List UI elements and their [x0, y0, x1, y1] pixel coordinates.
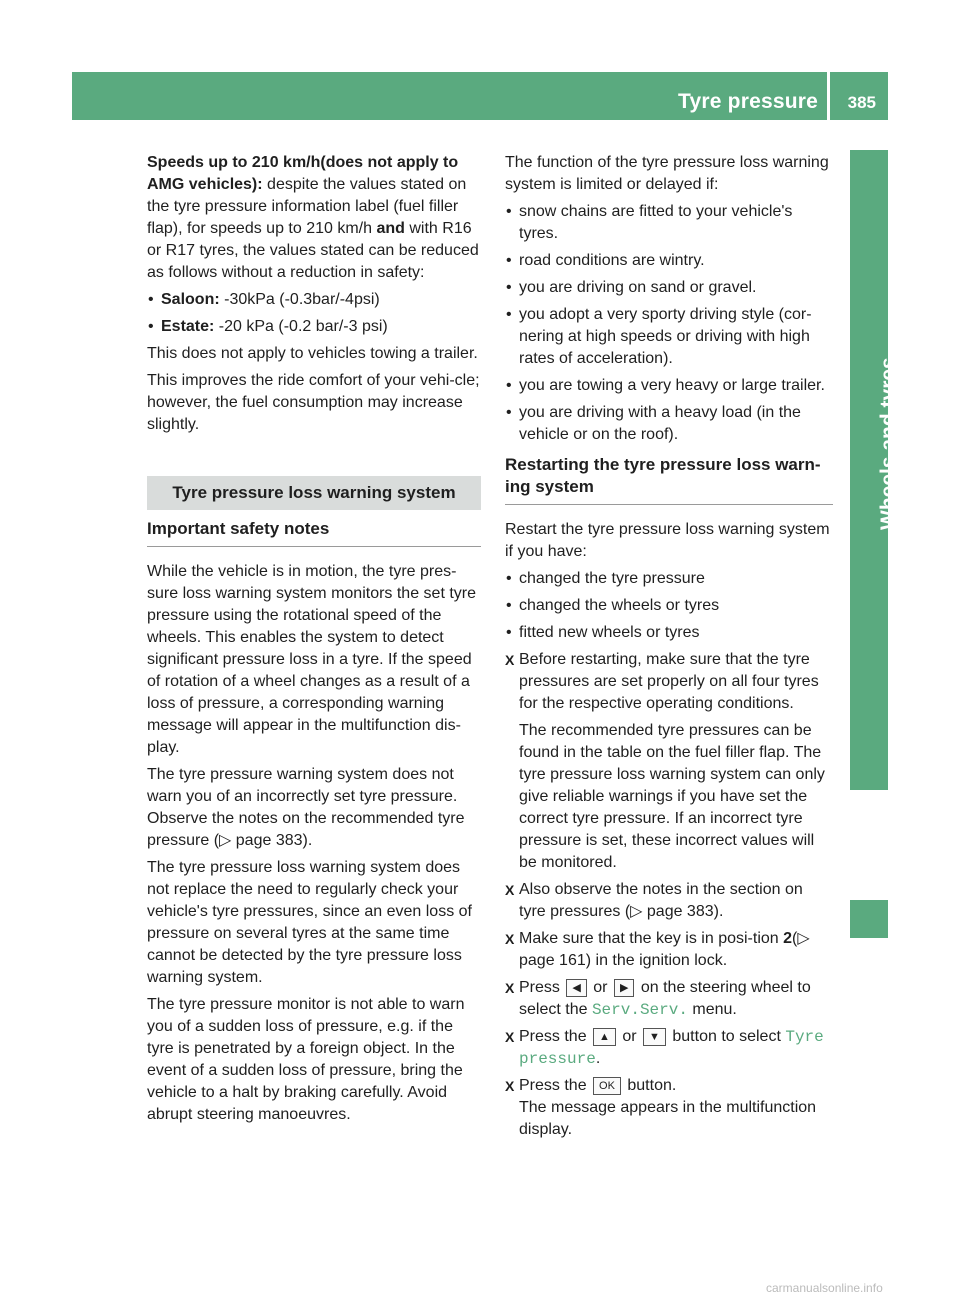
- limits-list: [505, 201, 833, 446]
- restart-heading: Restarting the tyre pressure loss warn-ing system: [505, 454, 833, 505]
- list-item: • you are towing a very heavy or large trailer.: [505, 375, 833, 397]
- header-title: Tyre pressure: [678, 90, 818, 113]
- speed-text-a: despite the values stated on the tyre pressure information label (fuel filler flap), for speeds up to 210 km/h: [147, 176, 467, 237]
- steps-list: [505, 649, 833, 1141]
- ignition-position: 2: [783, 930, 793, 947]
- list-item: [147, 316, 481, 338]
- side-marker: [850, 900, 888, 938]
- speed-text-b: with R16 or R17 tyres, the values stated can be reduced as follows without a reduction in safety:: [147, 220, 479, 281]
- step-item: [505, 879, 833, 923]
- step-item: [505, 977, 833, 1021]
- step-text: Press the: [519, 1077, 592, 1094]
- step-text: button.: [622, 1077, 677, 1094]
- list-item: • changed the tyre pressure: [505, 568, 833, 590]
- list-item: • road conditions are wintry.: [505, 250, 833, 272]
- step-text[interactable]: (▷ page 161) in the ignition lock.: [519, 930, 810, 969]
- step-text[interactable]: Also observe the notes in the section on tyre pressures (▷ page 383).: [519, 881, 803, 920]
- step-text: button to select: [667, 1028, 786, 1045]
- step-note: The message appears in the multifunction display.: [519, 1099, 817, 1138]
- step-text: Press the: [519, 1028, 592, 1045]
- left-arrow-key-icon: ◀: [566, 979, 586, 997]
- step-item: [505, 928, 833, 972]
- step-text: or: [588, 979, 612, 996]
- step-text: Make sure that the key is in posi-tion: [519, 930, 784, 947]
- list-item: • you adopt a very sporty driving style (cor-nering at high speeds or driving with high rates of acceleration).: [505, 304, 833, 370]
- section-title: Tyre pressure loss warning system: [147, 476, 481, 510]
- speed-paragraph: [147, 152, 481, 284]
- step-note: The recommended tyre pressures can be found in the table on the fuel filler flap. The tyre pressure loss warning system can only give reliable warnings if you have set the correct tyre pressure. If an incorrect tyre pressure is set, these incorrect values will be monitored.: [519, 722, 825, 871]
- down-arrow-key-icon: ▼: [643, 1028, 666, 1046]
- step-item: [505, 1026, 833, 1070]
- restart-list: [505, 568, 833, 644]
- paragraph: While the vehicle is in motion, the tyre pres-sure loss warning system monitors the set tyre pressure using the rotational speed of the wheels. This enables the system to detect significant pressure loss in a tyre. If the speed of rotation of a wheel changes as a result of a loss of pressure, a corresponding warning message will appear in the multifunction dis-play.: [147, 563, 477, 756]
- restart-intro: Restart the tyre pressure loss warning system if you have:: [505, 521, 830, 560]
- menu-name: Serv.Serv.: [591, 1001, 688, 1019]
- list-item: • fitted new wheels or tyres: [505, 622, 833, 644]
- step-text: Before restarting, make sure that the tyre pressures are set properly on all four tyres for the respective operating conditions.: [519, 651, 819, 712]
- step-text: menu.: [687, 1001, 737, 1018]
- menu-item-name: Tyre pressure: [519, 1028, 824, 1068]
- list-item: • changed the wheels or tyres: [505, 595, 833, 617]
- header-bar: [72, 72, 888, 120]
- right-column: [505, 152, 833, 1146]
- page-number: 385: [847, 93, 876, 112]
- list-item: • you are driving with a heavy load (in the vehicle or on the roof).: [505, 402, 833, 446]
- speed-and: and: [376, 220, 405, 237]
- step-text: on the steering wheel to select the: [519, 979, 811, 1018]
- left-column: [147, 152, 481, 1131]
- list-item: • you are driving on sand or gravel.: [505, 277, 833, 299]
- step-text: .: [595, 1050, 601, 1067]
- saloon-label: Saloon:: [161, 291, 220, 308]
- watermark: carmanualsonline.info: [766, 1281, 883, 1295]
- header-divider: [827, 72, 830, 120]
- up-arrow-key-icon: ▲: [593, 1028, 616, 1046]
- estate-label: Estate:: [161, 318, 215, 335]
- reduction-list: [147, 289, 481, 338]
- paragraph: The tyre pressure loss warning system does not replace the need to regularly check your vehicle's tyre pressures, since an even loss of pressure on several tyres at the same time cannot be detected by the tyre pressure loss warning system.: [147, 859, 472, 986]
- step-item: [505, 1075, 833, 1141]
- ok-key-icon: OK: [593, 1077, 621, 1095]
- right-arrow-key-icon: ▶: [614, 979, 634, 997]
- comfort-note: This improves the ride comfort of your vehi-cle; however, the fuel consumption may increase slightly.: [147, 372, 480, 433]
- list-item: [147, 289, 481, 311]
- step-text: or: [617, 1028, 642, 1045]
- safety-subheading: Important safety notes: [147, 518, 481, 547]
- page-link-text[interactable]: The tyre pressure warning system does not warn you of an incorrectly set tyre pressure. Observe the notes on the recommended tyre pressure (▷ page 383).: [147, 766, 465, 849]
- speed-heading: Speeds up to 210 km/h(does not apply to AMG vehicles):: [147, 154, 459, 193]
- saloon-value: -30kPa (-0.3bar/-4psi): [219, 291, 380, 308]
- estate-value: -20 kPa (-0.2 bar/-3 psi): [214, 318, 388, 335]
- step-text: Press: [519, 979, 565, 996]
- limits-intro: The function of the tyre pressure loss warning system is limited or delayed if:: [505, 154, 829, 193]
- side-tab-label: Wheels and tyres: [877, 357, 900, 530]
- paragraph: The tyre pressure monitor is not able to warn you of a sudden loss of pressure, e.g. if the tyre is penetrated by a foreign object. In the event of a sudden loss of pressure, bring the vehicle to a halt by braking carefully. Avoid abrupt steering manoeuvres.: [147, 996, 465, 1123]
- step-item: [505, 649, 833, 874]
- towing-note: This does not apply to vehicles towing a trailer.: [147, 345, 478, 362]
- paragraph: [147, 764, 481, 852]
- list-item: • snow chains are fitted to your vehicle's tyres.: [505, 201, 833, 245]
